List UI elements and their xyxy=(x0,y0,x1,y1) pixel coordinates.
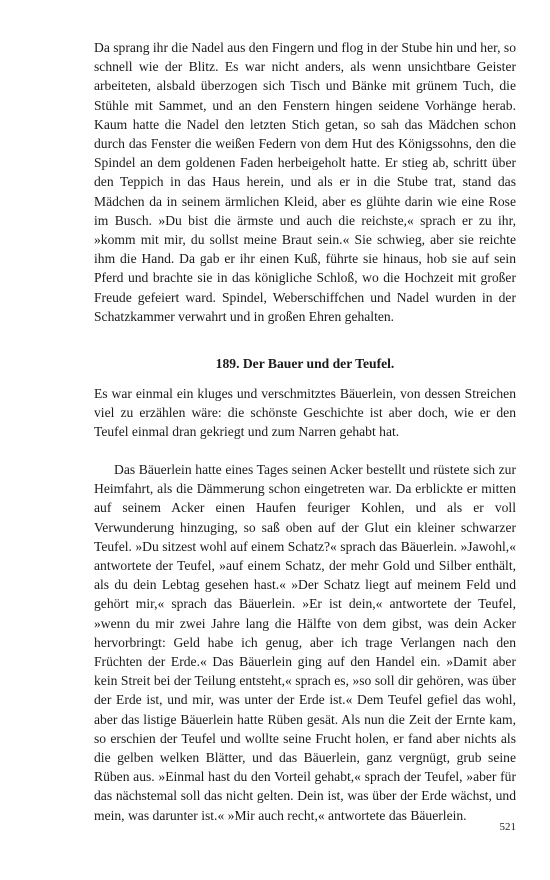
paragraph-story-ending: Da sprang ihr die Nadel aus den Fingern und flog in der Stube hin und her, so schnell wie der Blitz. Es war nicht anders, als wenn unsichtbare Geister arbeiteten, alsbald überzogen sich Tisch und Bänke mit grünem Tuch, die Stühle mit Sammet, und an den Fenstern hingen seidene Vorhänge herab. Kaum hatte die Nadel den letzten Stich getan, so sah das Mädchen schon durch das Fenster die weißen Federn von dem Hut des Königssohns, den die Spindel an dem goldenen Faden herbeigeholt hatte. Er stieg ab, schritt über den Teppich in das Haus herein, und als er in die Stube trat, stand das Mädchen da in seinem ärmlichen Kleid, aber es glühte darin wie eine Rose im Busch. »Du bist die ärmste und auch die reichste,« sprach er zu ihr, »komm mit mir, du sollst meine Braut sein.« Sie schwieg, aber sie reichte ihm die Hand. Da gab er ihr einen Kuß, führte sie hinaus, hob sie auf sein Pferd und brachte sie in das königliche Schloß, wo die Hochzeit mit großer Freude gefeiert ward. Spindel, Weberschiffchen und Nadel wurden in der Schatzkammer verwahrt und in großen Ehren gehalten. xyxy=(94,40,516,324)
paragraph-story-intro: Es war einmal ein kluges und verschmitztes Bäuerlein, von dessen Streichen viel zu erzählen wäre: die schönste Geschichte ist aber doch, wie er den Teufel einmal dran gekriegt und zum Narren gehabt hat. xyxy=(94,386,516,440)
page-number: 521 xyxy=(499,821,516,833)
paragraph-story-body: Das Bäuerlein hatte eines Tages seinen Acker bestellt und rüstete sich zur Heimfahrt, als die Dämmerung schon eingetreten war. Da erblickte er mitten auf seinem Acker einen Haufen feuriger Kohlen, und als er voll Verwunderung hinzuging, so saß oben auf der Glut ein kleiner schwarzer Teufel. »Du sitzest wohl auf einem Schatz?« sprach das Bäuerlein. »Jawohl,« antwortete der Teufel, »auf einem Schatz, der mehr Gold und Silber enthält, als du dein Lebtag gesehen hast.« »Der Schatz liegt auf meinem Feld und gehört mir,« sprach das Bäuerlein. »Er ist dein,« antwortete der Teufel, »wenn du mir zwei Jahre lang die Hälfte von dem gibst, was dein Acker hervorbringt: Geld habe ich genug, aber ich trage Verlangen nach den Früchten der Erde.« Das Bäuerlein ging auf den Handel ein. »Damit aber kein Streit bei der Teilung entsteht,« sprach es, »so soll dir gehören, was über der Erde ist, und mir, was unter der Erde ist.« Dem Teufel gefiel das wohl, aber das listige Bäuerlein hatte Rüben gesät. Als nun die Zeit der Ernte kam, so erschien der Teufel und wollte seine Frucht holen, er fand aber nichts als die gelben welken Blätter, und das Bäuerlein, ganz vergnügt, grub seine Rüben aus. »Einmal hast du den Vorteil gehabt,« sprach der Teufel, »aber für das nächstemal soll das nicht gelten. Dein ist, was über der Erde wächst, und mein, was darunter ist.« »Mir auch recht,« antwortete das Bäuerlein. xyxy=(94,462,516,823)
story-heading: 189. Der Bauer und der Teufel. xyxy=(215,356,395,371)
